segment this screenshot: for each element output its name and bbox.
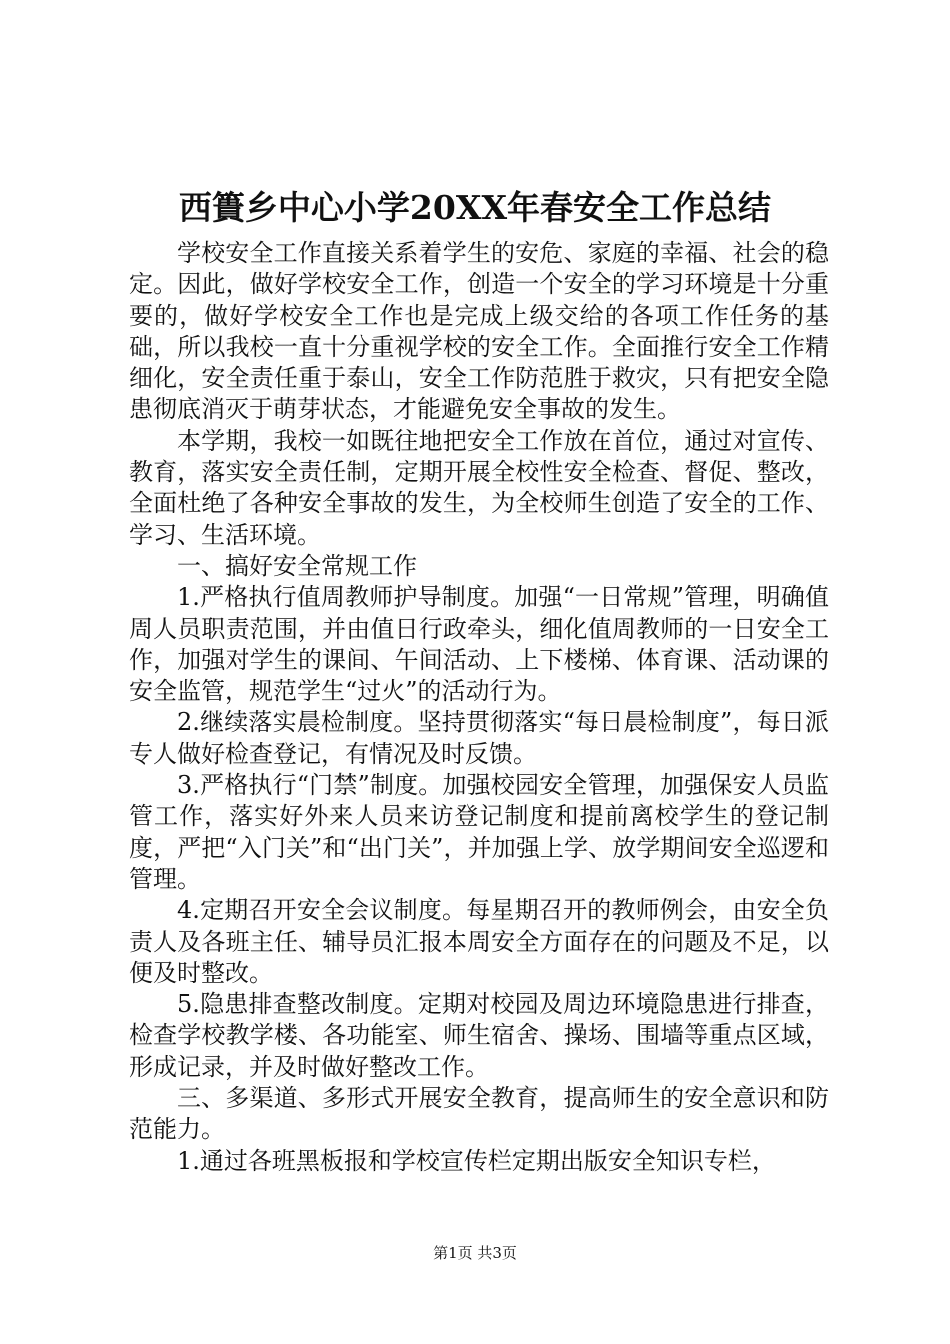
paragraph: 学校安全工作直接关系着学生的安危、家庭的幸福、社会的稳定。因此，做好学校安全工作，创造一个安全的学习环境是十分重要的，做好学校安全工作也是完成上级交给的各项工作任务的基础，所以我校一直十分重视学校的安全工作。全面推行安全工作精细化，安全责任重于泰山，安全工作防范胜于救灾，只有把安全隐患彻底消灭于萌芽状态，才能避免安全事故的发生。	[129, 239, 829, 424]
paragraph: 1.通过各班黑板报和学校宣传栏定期出版安全知识专栏，	[177, 1146, 776, 1175]
paragraph: 3.严格执行“门禁”制度。加强校园安全管理，加强保安人员监管工作，落实好外来人员来访登记制度和提前离校学生的登记制度，严把“入门关”和“出门关”，并加强上学、放学期间安全巡逻和管理。	[129, 771, 829, 893]
paragraph: 4.定期召开安全会议制度。每星期召开的教师例会，由安全负责人及各班主任、辅导员汇报本周安全方面存在的问题及不足，以便及时整改。	[129, 896, 829, 987]
page-number: 第1页 共3页	[433, 1244, 517, 1262]
paragraph: 2.继续落实晨检制度。坚持贯彻落实“每日晨检制度”，每日派专人做好检查登记，有情况及时反馈。	[129, 708, 829, 768]
paragraph: 本学期，我校一如既往地把安全工作放在首位，通过对宣传、教育，落实安全责任制，定期开展全校性安全检查、督促、整改，全面杜绝了各种安全事故的发生，为全校师生创造了安全的工作、学习、生活环境。	[129, 426, 829, 549]
paragraph: 5.隐患排查整改制度。定期对校园及周边环境隐患进行排查，检查学校教学楼、各功能室、师生宿舍、操场、围墙等重点区域，形成记录，并及时做好整改工作。	[129, 990, 829, 1081]
paragraph: 1.严格执行值周教师护导制度。加强“一日常规”管理，明确值周人员职责范围，并由值日行政牵头，细化值周教师的一日安全工作，加强对学生的课间、午间活动、上下楼梯、体育课、活动课的安全监管，规范学生“过火”的活动行为。	[129, 583, 829, 706]
document-body	[129, 238, 829, 1177]
section-heading: 三、多渠道、多形式开展安全教育，提高师生的安全意识和防范能力。	[129, 1084, 829, 1144]
document-title: 西簣乡中心小学20XX年春安全工作总结	[178, 188, 772, 227]
section-heading: 一、搞好安全常规工作	[177, 551, 417, 580]
